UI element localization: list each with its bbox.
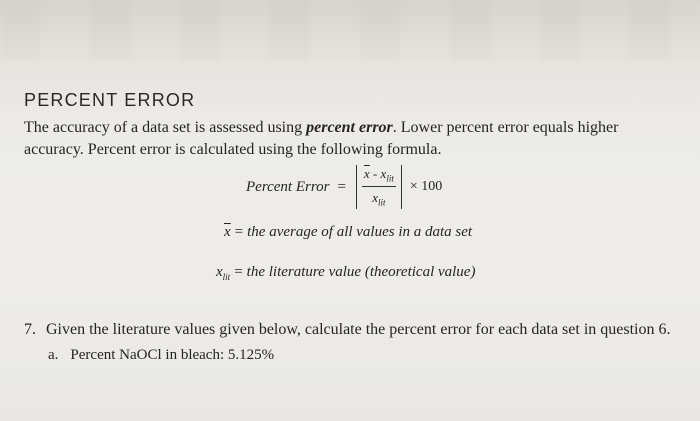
definition-lit-symbol <box>216 264 230 282</box>
formula-equals: = <box>337 178 346 195</box>
definition-lit-subscript: lit <box>222 272 231 282</box>
definition-lit-text: the literature value (theoretical value) <box>246 264 476 280</box>
subquestion-text: Percent NaOCl in bleach: 5.125% <box>70 347 275 363</box>
definition-mean <box>224 224 472 241</box>
denominator-lit-symbol: x <box>372 190 379 205</box>
percent-error-formula <box>246 164 442 210</box>
times-100: × 100 <box>409 179 443 194</box>
bleed-through-texture <box>0 0 700 60</box>
numerator-lit-symbol: x <box>380 166 387 182</box>
minus-sign: - <box>372 166 378 182</box>
intro-text-pre: The accuracy of a data set is assessed using <box>24 119 307 136</box>
definition-mean-equals: = <box>234 224 244 240</box>
numerator-lit-subscript: lit <box>386 174 394 184</box>
definition-mean-text: the average of all values in a data set <box>247 224 473 240</box>
formula-numerator <box>362 166 396 187</box>
intro-text-post: . Lower percent error equals higher accuracy. Percent error is calculated using the following formula. <box>24 119 619 158</box>
intro-paragraph <box>24 117 674 161</box>
question-number: 7. <box>24 321 36 338</box>
section-heading: PERCENT ERROR <box>24 90 196 110</box>
definition-lit-equals: = <box>234 264 243 280</box>
question-text: Given the literature values given below, calculate the percent error for each data set in question 6. <box>46 321 671 338</box>
definition-literature <box>216 264 475 282</box>
denominator-lit-subscript: lit <box>378 197 386 208</box>
definition-mean-symbol: $\overline{x}$ <box>224 224 231 240</box>
absolute-value-bars <box>356 165 402 209</box>
question-7a <box>48 347 274 364</box>
formula-fraction <box>362 166 396 207</box>
formula-denominator <box>372 187 385 208</box>
question-7 <box>24 321 670 339</box>
subquestion-letter: a. <box>48 347 59 363</box>
definition-lit-base: x <box>216 264 223 280</box>
mean-symbol: $\overline{x}$ <box>363 166 370 182</box>
formula-lhs: Percent Error <box>246 178 330 195</box>
intro-emphasis: percent error <box>306 119 393 136</box>
